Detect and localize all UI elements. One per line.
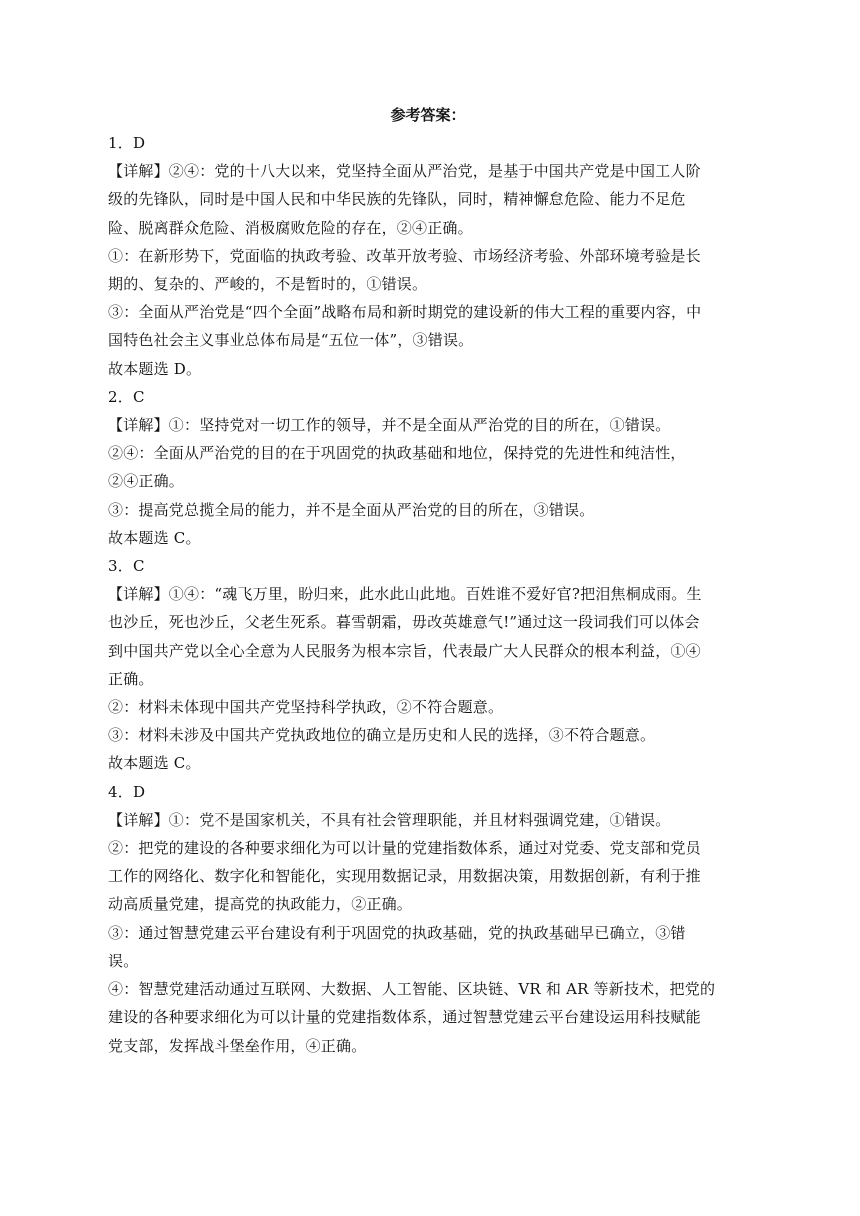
text-line: ③：材料未涉及中国共产党执政地位的确立是历史和人民的选择，③不符合题意。 [108, 726, 656, 745]
answer-conclusion: 故本题选 C。 [108, 528, 201, 547]
text-line: 【详解】①：坚持党对一切工作的领导，并不是全面从严治党的目的所在，①错误。 [108, 416, 671, 435]
question-number: 4．D [108, 782, 146, 801]
text-line: 正确。 [108, 669, 154, 688]
text-line: ④：智慧党建活动通过互联网、大数据、人工智能、区块链、VR 和 AR 等新技术，把党的 [108, 980, 716, 999]
question-number: 1．D [108, 134, 146, 152]
page-title: 参考答案： [390, 106, 466, 124]
text-line: 【详解】②④：党的十八大以来，党坚持全面从严治党，是基于中国共产党是中国工人阶 [108, 162, 701, 181]
text-line: 险、脱离群众危险、消极腐败危险的存在，②④正确。 [108, 218, 473, 237]
text-line: 工作的网络化、数字化和智能化，实现用数据记录，用数据决策，用数据创新，有利于推 [108, 867, 701, 886]
text-line: ②④正确。 [108, 472, 185, 491]
text-line: ③：通过智慧党建云平台建设有利于巩固党的执政基础，党的执政基础早已确立，③错 [108, 923, 686, 942]
answer-conclusion: 故本题选 C。 [108, 754, 201, 773]
text-line: 【详解】①：党不是国家机关，不具有社会管理职能，并且材料强调党建，①错误。 [108, 810, 671, 829]
text-line: 误。 [108, 951, 139, 970]
text-line: ②：把党的建设的各种要求细化为可以计量的党建指数体系，通过对党委、党支部和党员 [108, 839, 701, 858]
text-line: 国特色社会主义事业总体布局是“五位一体”，③错误。 [108, 331, 474, 350]
text-line: 期的、复杂的、严峻的，不是暂时的，①错误。 [108, 275, 428, 294]
text-line: ②：材料未体现中国共产党坚持科学执政，②不符合题意。 [108, 698, 504, 717]
answer-document [108, 101, 748, 1060]
question-number: 3．C [108, 557, 145, 576]
text-line: ②④：全面从严治党的目的在于巩固党的执政基础和地位，保持党的先进性和纯洁性， [108, 444, 686, 463]
text-line: 【详解】①④：“魂飞万里，盼归来，此水此山此地。百姓谁不爱好官?把泪焦桐成雨。生 [108, 585, 702, 604]
text-line: 动高质量党建，提高党的执政能力，②正确。 [108, 895, 413, 914]
answer-conclusion: 故本题选 D。 [108, 359, 202, 378]
text-line: 建设的各种要求细化为可以计量的党建指数体系，通过智慧党建云平台建设运用科技赋能 [108, 1008, 701, 1027]
question-number: 2．C [108, 387, 145, 406]
text-line: 级的先锋队，同时是中国人民和中华民族的先锋队，同时，精神懈怠危险、能力不足危 [108, 190, 686, 209]
text-line: ③：提高党总揽全局的能力，并不是全面从严治党的目的所在，③错误。 [108, 500, 595, 519]
text-line: 也沙丘，死也沙丘，父老生死系。暮雪朝霜，毋改英雄意气!”通过这一段词我们可以体会 [108, 613, 700, 632]
text-line: 党支部，发挥战斗堡垒作用，④正确。 [108, 1036, 367, 1055]
text-line: 到中国共产党以全心全意为人民服务为根本宗旨，代表最广大人民群众的根本利益，①④ [108, 641, 701, 660]
text-line: ③：全面从严治党是“四个全面”战略布局和新时期党的建设新的伟大工程的重要内容，中 [108, 303, 702, 322]
text-line: ①：在新形势下，党面临的执政考验、改革开放考验、市场经济考验、外部环境考验是长 [108, 246, 701, 265]
